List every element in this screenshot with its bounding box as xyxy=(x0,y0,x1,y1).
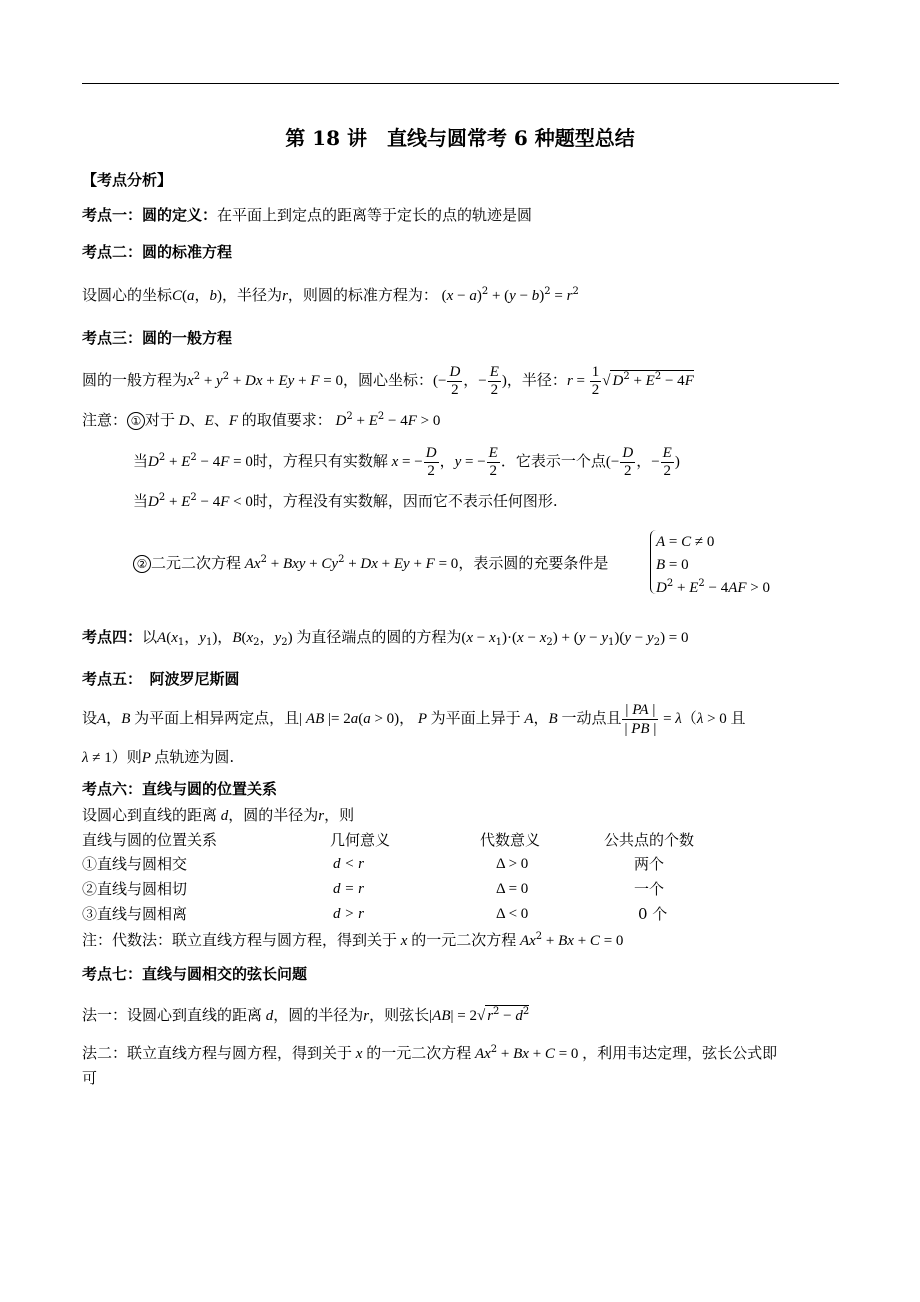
circled-1: ① xyxy=(127,412,145,430)
table-row: ②直线与圆相切 xyxy=(82,880,188,898)
k3-line: 圆的一般方程为$x^2 + y^2 + Dx + Ey + F = 0$，圆心坐标：(− $\frac{D}{2}$ ，− $\frac{E}{2}$ )，半径：r = $\frac{1}{2}$ √ $D^2 + E^2 - 4F$ xyxy=(82,363,694,398)
table-row: ①直线与圆相交 xyxy=(82,855,188,873)
k5-line2: λ ≠ 1）则P 点轨迹为圆. xyxy=(82,748,235,766)
table-cell: Δ > 0 xyxy=(496,856,529,872)
k3-when2: 当$D^2 + E^2 - 4F < 0$时，方程没有实数解，因而它不表示任何图形. xyxy=(133,492,558,510)
k3-note1: 注意： ① 对于 D、E、F 的取值要求： $D^2 + E^2 - 4F > 0$ xyxy=(82,411,441,429)
k3-label: 考点三：圆的一般方程 xyxy=(82,329,233,347)
table-cell: d < r xyxy=(333,856,364,872)
section-label: 【考点分析】 xyxy=(82,171,173,189)
table-cell: Δ < 0 xyxy=(496,906,529,922)
table-cell: 0 个 xyxy=(638,905,668,923)
k5-line: 设A，B 为平面上相异两定点，且| AB |= 2a(a > 0)， P 为平面上异于 A，B 一动点且 $\frac{| PA |}{| PB |}$ = λ（λ > 0 且 xyxy=(82,701,746,737)
table-cell: 两个 xyxy=(634,855,665,873)
k6-intro: 设圆心到直线的距离 d，圆的半径为r，则 xyxy=(82,806,355,824)
table-cell: 一个 xyxy=(634,880,665,898)
k2-line: 设圆心的坐标C(a，b)，半径为r，则圆的标准方程为： $(x - a)^2 + (y - b)^2 = r^2$ xyxy=(82,286,579,304)
table-header: 代数意义 xyxy=(480,831,541,849)
table-header: 几何意义 xyxy=(330,831,391,849)
circled-2: ② xyxy=(133,555,151,573)
table-cell: Δ = 0 xyxy=(496,881,529,897)
table-header: 公共点的个数 xyxy=(604,831,695,849)
k1-line: 考点一：圆的定义：在平面上到定点的距离等于定长的点的轨迹是圆 xyxy=(82,206,533,224)
k7-label: 考点七：直线与圆相交的弦长问题 xyxy=(82,965,308,983)
k7-method2-cont: 可 xyxy=(82,1069,98,1087)
table-header: 直线与圆的位置关系 xyxy=(82,831,218,849)
k3-cond2: ② 二元二次方程 $Ax^2$ + Bxy + $Cy^2 + Dx + Ey + F = 0$，表示圆的充要条件是 xyxy=(133,553,608,574)
k3-when1: 当$D^2 + E^2 - 4F = 0$时，方程只有实数解 x = − $\frac{D}{2}$ ，y = − $\frac{E}{2}$ ．它表示一个点(− $\frac{D}{2}$ ，− $\frac{E}{2}$ ) xyxy=(133,444,680,479)
k7-method2: 法二：联立直线方程与圆方程，得到关于 x 的一元二次方程 $Ax^2 + Bx + C = 0$ ，利用韦达定理，弦长公式即 xyxy=(82,1044,778,1062)
k6-label: 考点六：直线与圆的位置关系 xyxy=(82,780,278,798)
k5-label: 考点五： 阿波罗尼斯圆 xyxy=(82,670,240,688)
page-title: 第 18 讲 直线与圆常考 6 种题型总结 xyxy=(285,126,635,150)
k4-line: 考点四：以$A(x_1$，$y_1$)，$B(x_2$，$y_2$) 为直径端点的圆的方程为$(x - x_1)\cdot(x - x_2) + (y - y_1)(y - y_2) = 0$ xyxy=(82,628,689,648)
k2-label: 考点二：圆的标准方程 xyxy=(82,243,233,261)
k6-note: 注：代数法：联立直线方程与圆方程，得到关于 x 的一元二次方程 $Ax^2 + Bx + C = 0$ xyxy=(82,931,624,949)
table-cell: d > r xyxy=(333,906,364,922)
header-rule xyxy=(82,83,839,84)
k7-method1: 法一：设圆心到直线的距离 d，圆的半径为r，则弦长|AB| = 2√ $r^2 - d^2$ xyxy=(82,1006,530,1024)
table-cell: d = r xyxy=(333,881,364,897)
table-row: ③直线与圆相离 xyxy=(82,905,188,923)
